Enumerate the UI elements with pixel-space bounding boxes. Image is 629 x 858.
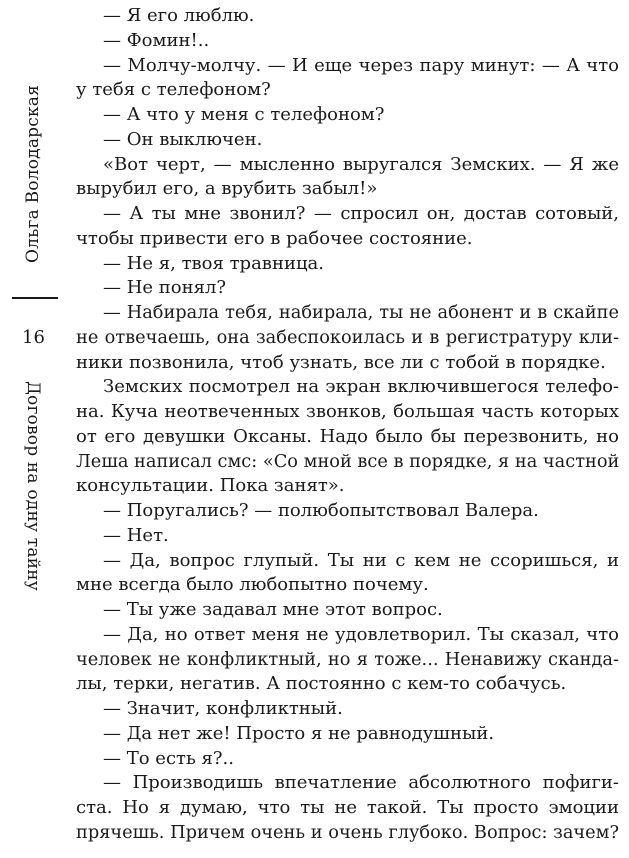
text-line: вырубил его, а врубить забыл!»	[76, 178, 378, 200]
text-line: — Фомин!..	[103, 29, 210, 51]
running-head-author: Ольга Володарская	[23, 84, 43, 264]
text-line: — То есть я?..	[103, 747, 234, 769]
text-line: «Вот черт, — мысленно выругался Земских. — Я же	[103, 153, 619, 175]
text-line: — Я его люблю.	[103, 5, 255, 26]
margin-divider	[12, 297, 58, 299]
text-line: — Он выключен.	[103, 128, 263, 150]
text-line: человек не конфликтный, но я тоже... Ненавижу сканда-	[76, 649, 619, 670]
body-text	[76, 4, 619, 846]
text-line: не отвечаешь, она забеспокоилась и в регистратуру кли-	[76, 327, 619, 348]
text-line: чтобы привести его в рабочее состояние.	[76, 227, 473, 249]
text-line: — Да, вопрос глупый. Ты ни с кем не ссоришься, и	[103, 549, 619, 571]
text-line: — Да нет же! Просто я не равнодушный.	[103, 722, 495, 744]
text-line: прячешь. Причем очень и очень глубоко. Вопрос: зачем?	[76, 822, 619, 843]
text-line: — Нет.	[103, 524, 169, 546]
text-line: — Значит, конфликтный.	[103, 698, 343, 719]
text-line: — Да, но ответ меня не удовлетворил. Ты сказал, что	[103, 623, 619, 645]
text-line: — Производишь впечатление абсолютного пофиги-	[103, 772, 619, 794]
text-line: — Набирала тебя, набирала, ты не абонент и в скайпе	[103, 303, 619, 323]
text-line: от его девушки Оксаны. Надо было бы перезвонить, но	[76, 425, 619, 447]
text-line: — А ты мне звонил? — спросил он, достав сотовый,	[103, 203, 619, 224]
text-line: на. Куча неотвеченных звонков, большая часть которых	[76, 401, 619, 422]
page-number: 16	[22, 327, 45, 348]
text-line: — Ты уже задавал мне этот вопрос.	[103, 599, 443, 620]
text-line: — Не понял?	[103, 277, 227, 299]
running-head-book-title: Договор на одну тайну	[23, 380, 43, 592]
text-line: — А что у меня с телефоном?	[103, 104, 385, 125]
text-line: ста. Но я думаю, что ты не такой. Ты просто эмоции	[76, 797, 619, 818]
text-line: Леша написал смс: «Со мной все в порядке, я на частной	[76, 451, 620, 472]
text-line: — Не я, твоя травница.	[103, 252, 324, 274]
text-line: — Молчу-молчу. — И еще через пару минут: — А что	[103, 54, 619, 76]
text-line: ники позвонила, чтоб узнать, все ли с тобой в порядке.	[76, 351, 606, 373]
text-line: у тебя с телефоном?	[76, 79, 271, 101]
text-line: Земских посмотрел на экран включившегося телефо-	[103, 376, 619, 398]
text-line: мне всегда было любопытно почему.	[76, 574, 429, 596]
text-line: — Поругались? — полюбопытствовал Валера.	[103, 500, 539, 521]
text-line: лы, терки, негатив. А постоянно с кем-то собачусь.	[76, 673, 567, 695]
text-line: консультации. Пока занят».	[76, 475, 345, 497]
